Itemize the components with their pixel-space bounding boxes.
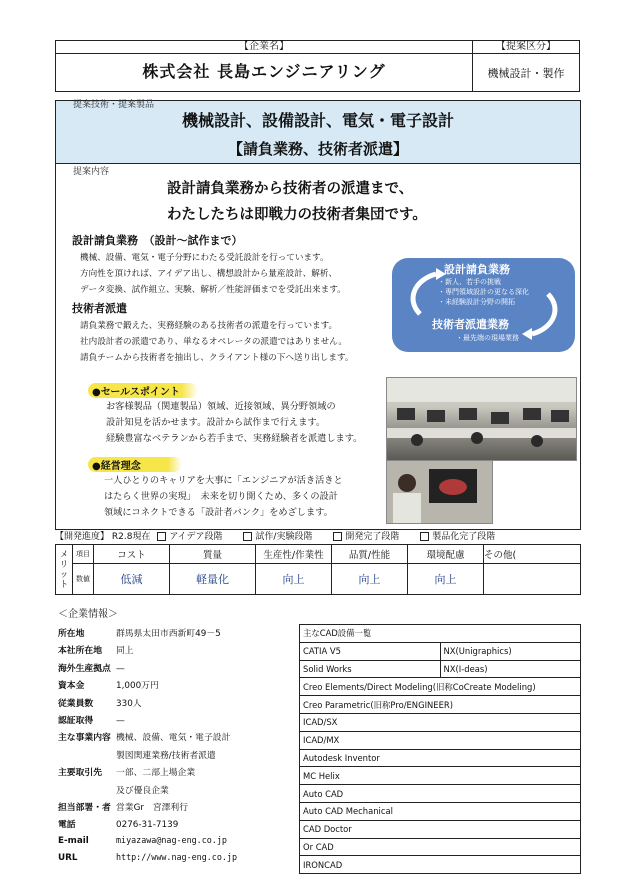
merit-col: 生産性/作業性 bbox=[256, 545, 332, 564]
merit-value: 軽量化 bbox=[170, 564, 256, 595]
contract-line: 機械、設備、電気・電子分野にわたる受託設計を行っています。 bbox=[80, 253, 329, 263]
contract-line: 方向性を頂ければ、アイデア出し、構想設計から量産設計、解析、 bbox=[80, 269, 338, 279]
company-info-row bbox=[58, 835, 227, 846]
company-info-row bbox=[58, 661, 125, 674]
merit-col: その他( bbox=[484, 545, 581, 564]
cad-row bbox=[300, 767, 581, 785]
stage-product-complete: 製品化完了段階 bbox=[432, 532, 496, 542]
cad-item: MC Helix bbox=[300, 767, 581, 785]
company-info-title: ＜企業情報＞ bbox=[58, 609, 118, 620]
philosophy-line: 領域にコネクトできる「設計者バンク」をめざします。 bbox=[104, 507, 333, 518]
company-info-key: 本社所在地 bbox=[58, 646, 102, 657]
banner-title-2: 【請負業務、技術者派遣】 bbox=[227, 140, 408, 158]
catch-line-1: 設計請負業務から技術者の派遣まで、 bbox=[167, 181, 414, 197]
company-info-value: 同上 bbox=[116, 646, 134, 657]
company-info-value: 群馬県太田市西新町49－5 bbox=[116, 629, 221, 639]
cad-item: NX(Unigraphics) bbox=[440, 642, 581, 660]
cad-item: Creo Elements/Direct Modeling(旧称CoCreate Modeling) bbox=[300, 678, 581, 696]
company-info-value: — bbox=[116, 716, 125, 726]
company-info-row bbox=[58, 748, 216, 761]
checkbox-trial[interactable] bbox=[243, 532, 252, 541]
cad-row bbox=[300, 802, 581, 820]
merit-value: 向上 bbox=[332, 564, 408, 595]
section-contract-title: 設計請負業務 （設計～試作まで） bbox=[72, 234, 243, 247]
cad-table-title: 主なCAD設備一覧 bbox=[300, 625, 581, 643]
catch-line-2: わたしたちは即戦力の技術者集団です。 bbox=[167, 207, 427, 223]
category-box bbox=[472, 40, 580, 92]
company-info-row bbox=[58, 783, 169, 796]
proposal-label: 提案内容 bbox=[73, 167, 110, 177]
merit-col: 品質/性能 bbox=[332, 545, 408, 564]
category-label: 【提案区分】 bbox=[473, 41, 579, 54]
sales-line: お客様製品（関連製品）領域、近接領域、異分野領域の bbox=[106, 401, 336, 412]
company-info-key: E-mail bbox=[58, 835, 89, 846]
company-info-key: 所在地 bbox=[58, 629, 85, 639]
company-info-key: 資本金 bbox=[58, 681, 85, 692]
cad-item: Auto CAD bbox=[300, 785, 581, 803]
company-info-row bbox=[58, 678, 159, 691]
checkbox-product-complete[interactable] bbox=[420, 532, 429, 541]
engineer-photo bbox=[386, 460, 493, 524]
diagram-top-title: 設計請負業務 bbox=[444, 263, 510, 276]
office-photo-art bbox=[387, 378, 576, 460]
company-info-value: 一部、二部上場企業 bbox=[116, 768, 196, 779]
section-dispatch-title: 技術者派遣 bbox=[72, 302, 127, 315]
merit-side-label: メリット bbox=[56, 545, 73, 595]
cad-row bbox=[300, 713, 581, 731]
company-info-value: 製図関連業務/技術者派遣 bbox=[116, 750, 216, 761]
company-info-row bbox=[58, 730, 230, 743]
cad-item: Auto CAD Mechanical bbox=[300, 802, 581, 820]
sales-line: 経験豊富なベテランから若手まで、実務経験者を派遣します。 bbox=[106, 433, 363, 444]
dispatch-line: 請負業務で鍛えた、実務経験のある技術者の派遣を行っています。 bbox=[80, 321, 338, 331]
diagram-top-items bbox=[438, 277, 529, 307]
company-info-row bbox=[58, 852, 237, 863]
dispatch-text bbox=[80, 318, 353, 366]
progress-row bbox=[55, 531, 581, 543]
philosophy-text bbox=[104, 473, 343, 521]
cad-row bbox=[300, 642, 581, 660]
merit-row2-label: 数値 bbox=[73, 564, 94, 595]
category-value: 機械設計・製作 bbox=[487, 67, 565, 80]
cad-row bbox=[300, 731, 581, 749]
contract-text bbox=[80, 250, 346, 298]
cad-item: Or CAD bbox=[300, 838, 581, 856]
merit-value: 向上 bbox=[408, 564, 484, 595]
dispatch-line: 社内設計者の派遣であり、単なるオペレータの派遣ではありません。 bbox=[80, 337, 347, 347]
stage-dev-complete: 開発完了段階 bbox=[345, 532, 400, 542]
company-info-row bbox=[58, 817, 178, 830]
merit-col: コスト bbox=[94, 545, 170, 564]
cad-row bbox=[300, 785, 581, 803]
company-info-key: URL bbox=[58, 853, 78, 864]
sales-line: 設計知見を活かせます。設計から試作まで行えます。 bbox=[106, 417, 326, 428]
office-photo bbox=[386, 377, 577, 461]
banner-title-1: 機械設計、設備設計、電気・電子設計 bbox=[181, 111, 454, 130]
cad-row bbox=[300, 820, 581, 838]
cad-item: CAD Doctor bbox=[300, 820, 581, 838]
company-info-key: 従業員数 bbox=[58, 698, 94, 709]
company-info-value: 330人 bbox=[116, 698, 142, 709]
company-name: 株式会社 長島エンジニアリング bbox=[142, 62, 386, 81]
engineer-photo-art bbox=[387, 461, 492, 523]
progress-label: 【開発進度】 bbox=[55, 532, 110, 542]
philosophy-title: ●経営理念 bbox=[88, 457, 182, 472]
diagram-bottom-title: 技術者派遣業務 bbox=[432, 318, 509, 331]
company-info-row bbox=[58, 626, 221, 639]
contract-line: データ変換、試作組立、実験、解析／性能評価までを受託出来ます。 bbox=[80, 285, 346, 295]
company-info-key: 海外生産拠点 bbox=[58, 663, 111, 674]
company-name-box bbox=[55, 40, 473, 92]
cad-item: Autodesk Inventor bbox=[300, 749, 581, 767]
philosophy-line: 一人ひとりのキャリアを大事に「エンジニアが活き活きと bbox=[104, 475, 343, 486]
philosophy-line: はたらく世界の実現」 未来を切り開くため、多くの設計 bbox=[104, 491, 338, 502]
cad-table bbox=[299, 624, 581, 874]
cad-row bbox=[300, 696, 581, 714]
company-info-key: 主な事業内容 bbox=[58, 733, 111, 744]
merit-value: 向上 bbox=[256, 564, 332, 595]
merit-col: 質量 bbox=[170, 545, 256, 564]
diagram-top-item: ・専門領域設計の更なる深化 bbox=[438, 288, 529, 296]
merit-col: 環境配慮 bbox=[408, 545, 484, 564]
diagram-top-item: ・新人、若手の挑戦 bbox=[438, 278, 501, 286]
banner-label: 提案技術・提案製品 bbox=[73, 100, 155, 110]
sales-point-text bbox=[106, 399, 362, 447]
company-info-value[interactable]: miyazawa@nag-eng.co.jp bbox=[116, 834, 227, 845]
sales-point-title: ●セールスポイント bbox=[88, 383, 198, 398]
progress-date: R2.8現在 bbox=[111, 532, 151, 542]
company-info-key: 主要取引先 bbox=[58, 768, 102, 779]
diagram-bottom-item: ・最先端の現場業務 bbox=[456, 334, 519, 342]
merit-value: 低減 bbox=[94, 564, 170, 595]
merit-value bbox=[484, 564, 581, 595]
company-info-value: — bbox=[116, 663, 125, 674]
diagram-top-item: ・未経験設計分野の開拓 bbox=[438, 298, 515, 306]
cad-item: IRONCAD bbox=[300, 856, 581, 874]
company-label: 【企業名】 bbox=[56, 41, 472, 54]
stage-trial: 試作/実験段階 bbox=[255, 532, 313, 542]
company-info-row bbox=[58, 696, 142, 709]
company-info-value: 1,000万円 bbox=[116, 681, 159, 692]
cad-item: CATIA V5 bbox=[300, 642, 441, 660]
cad-row bbox=[300, 856, 581, 874]
company-info-key: 担当部署・者 bbox=[58, 803, 111, 813]
cad-row bbox=[300, 749, 581, 767]
checkbox-idea[interactable] bbox=[157, 532, 166, 541]
cad-item: ICAD/MX bbox=[300, 731, 581, 749]
cad-item: NX(I-deas) bbox=[440, 660, 581, 678]
company-info-key: 認証取得 bbox=[58, 716, 94, 726]
company-info-row bbox=[58, 800, 188, 813]
cad-row bbox=[300, 660, 581, 678]
company-info-row bbox=[58, 643, 134, 656]
company-info-value: 及び優良企業 bbox=[116, 785, 169, 796]
dispatch-line: 請負チームから技術者を抽出し、クライアント様の下へ送り出します。 bbox=[80, 353, 354, 363]
cad-item: Creo Parametric(旧称Pro/ENGINEER) bbox=[300, 696, 581, 714]
cad-item: ICAD/SX bbox=[300, 713, 581, 731]
merit-table bbox=[55, 544, 581, 595]
company-info-row bbox=[58, 765, 195, 778]
company-info-row bbox=[58, 713, 125, 726]
stage-idea: アイデア段階 bbox=[169, 532, 223, 542]
company-info-key: 電話 bbox=[58, 820, 76, 831]
business-cycle-diagram bbox=[392, 258, 575, 352]
company-info-value: 0276-31-7139 bbox=[116, 820, 179, 831]
cad-row bbox=[300, 838, 581, 856]
cad-row bbox=[300, 678, 581, 696]
checkbox-dev-complete[interactable] bbox=[333, 532, 342, 541]
company-info-value[interactable]: http://www.nag-eng.co.jp bbox=[116, 852, 238, 863]
company-info-value: 機械、設備、電気・電子設計 bbox=[116, 733, 231, 744]
cad-item: Solid Works bbox=[300, 660, 441, 678]
company-info-value: 営業Gr 宮澤利行 bbox=[116, 803, 189, 813]
merit-row1-label: 項目 bbox=[73, 545, 94, 564]
